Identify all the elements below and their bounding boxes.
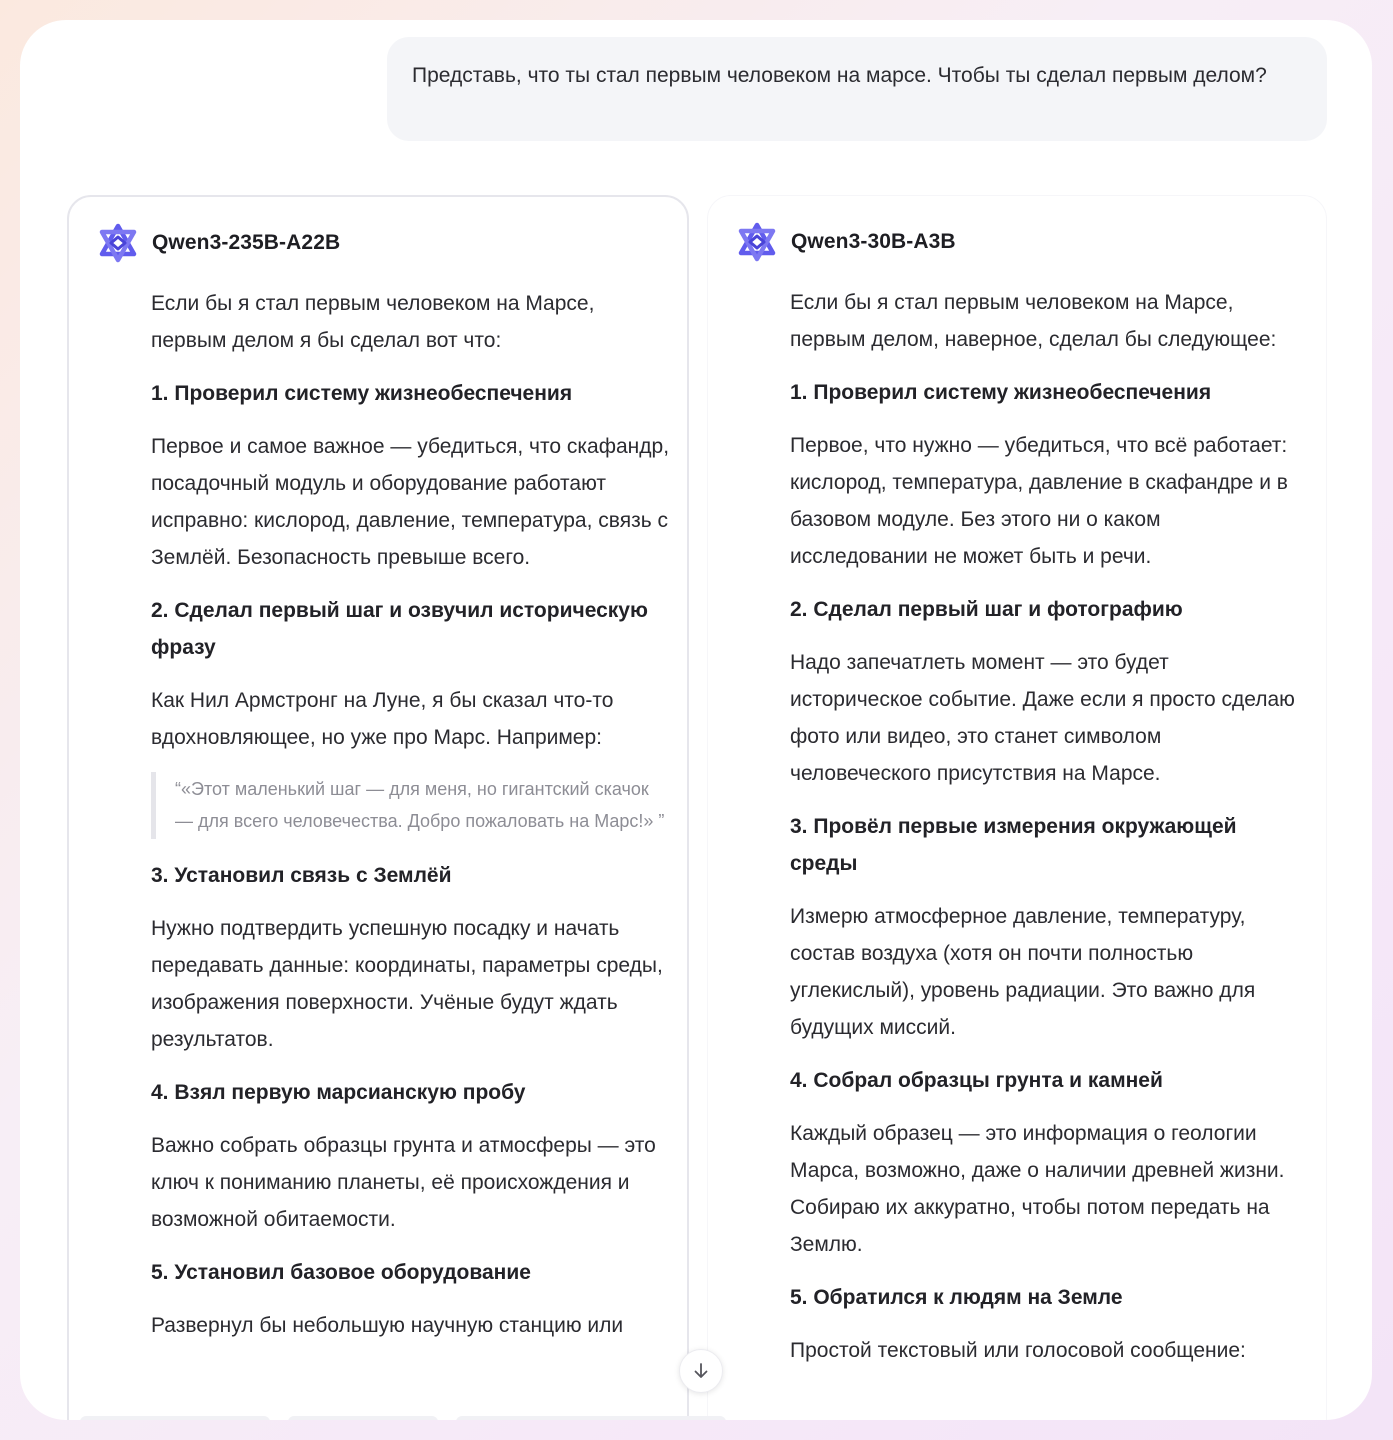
section-text: Нужно подтвердить успешную посадку и начать передавать данные: координаты, параметры среды, изображения поверхности. Учёные будут ждать результатов.: [151, 917, 663, 1051]
response-content: [790, 284, 1300, 1385]
qwen-logo-icon: [96, 221, 140, 265]
section-text: Надо запечатлеть момент — это будет историческое событие. Даже если я просто сделаю фото или видео, это станет символом человеческого присутствия на Марсе.: [790, 651, 1295, 785]
toolbar-pill[interactable]: [80, 1416, 270, 1420]
user-message-bubble: [387, 37, 1327, 141]
response-card-left: [67, 195, 689, 1420]
section-heading: 3. Установил связь с Землёй: [151, 864, 452, 887]
section-text: Как Нил Армстронг на Луне, я бы сказал что-то вдохновляющее, но уже про Марс. Например:: [151, 689, 614, 749]
response-header: [735, 220, 956, 264]
section-heading: 1. Проверил систему жизнеобеспечения: [151, 382, 573, 405]
blockquote: “«Этот маленький шаг — для меня, но гигантский скачок — для всего человечества. Добро пожаловать на Марс!» ”: [151, 772, 671, 839]
section-heading: 2. Сделал первый шаг и озвучил историческую фразу: [151, 599, 648, 659]
section-heading: 4. Собрал образцы грунта и камней: [790, 1069, 1163, 1092]
section-heading: 2. Сделал первый шаг и фотографию: [790, 598, 1183, 621]
section-text: Каждый образец — это информация о геологии Марса, возможно, даже о наличии древней жизни. Собираю их аккуратно, чтобы потом передать на Землю.: [790, 1122, 1285, 1256]
qwen-logo-icon: [735, 220, 779, 264]
section-heading: 1. Проверил систему жизнеобеспечения: [790, 381, 1212, 404]
section-heading: 5. Установил базовое оборудование: [151, 1261, 531, 1284]
section-text: Развернул бы небольшую научную станцию или: [151, 1314, 624, 1337]
response-intro: Если бы я стал первым человеком на Марсе, первым делом я бы сделал вот что:: [151, 292, 595, 352]
arrow-down-icon: [692, 1362, 710, 1380]
section-heading: 5. Обратился к людям на Земле: [790, 1286, 1123, 1309]
scroll-down-button[interactable]: [679, 1349, 723, 1393]
response-header: [96, 221, 340, 265]
response-content: [151, 285, 671, 1360]
section-text: Первое, что нужно — убедиться, что всё работает: кислород, температура, давление в скафандре и в базовом модуле. Без этого ни о каком исследовании не может быть и речи.: [790, 434, 1288, 568]
section-text: Измерю атмосферное давление, температуру, состав воздуха (хотя он почти полностью углекислый), уровень радиации. Это важно для будущих миссий.: [790, 905, 1256, 1039]
section-heading: 4. Взял первую марсианскую пробу: [151, 1081, 526, 1104]
section-text: Первое и самое важное — убедиться, что скафандр, посадочный модуль и оборудование работают исправно: кислород, давление, температура, связь с Землёй. Безопасность превыше всего.: [151, 435, 670, 569]
toolbar-pill[interactable]: [288, 1416, 438, 1420]
section-text: Важно собрать образцы грунта и атмосферы — это ключ к пониманию планеты, её происхождения и возможной обитаемости.: [151, 1134, 656, 1231]
model-name: Qwen3-30B-A3B: [791, 230, 956, 253]
user-message-text: Представь, что ты стал первым человеком на марсе. Чтобы ты сделал первым делом?: [412, 64, 1267, 87]
model-name: Qwen3-235B-A22B: [152, 231, 341, 254]
response-card-right: [707, 195, 1327, 1420]
section-heading: 3. Провёл первые измерения окружающей среды: [790, 815, 1237, 875]
chat-window: [20, 20, 1372, 1420]
bottom-toolbar-partial: [80, 1416, 726, 1420]
toolbar-pill[interactable]: [456, 1416, 726, 1420]
section-text: Простой текстовый или голосовой сообщение:: [790, 1339, 1246, 1362]
response-intro: Если бы я стал первым человеком на Марсе, первым делом, наверное, сделал бы следующее:: [790, 291, 1277, 351]
